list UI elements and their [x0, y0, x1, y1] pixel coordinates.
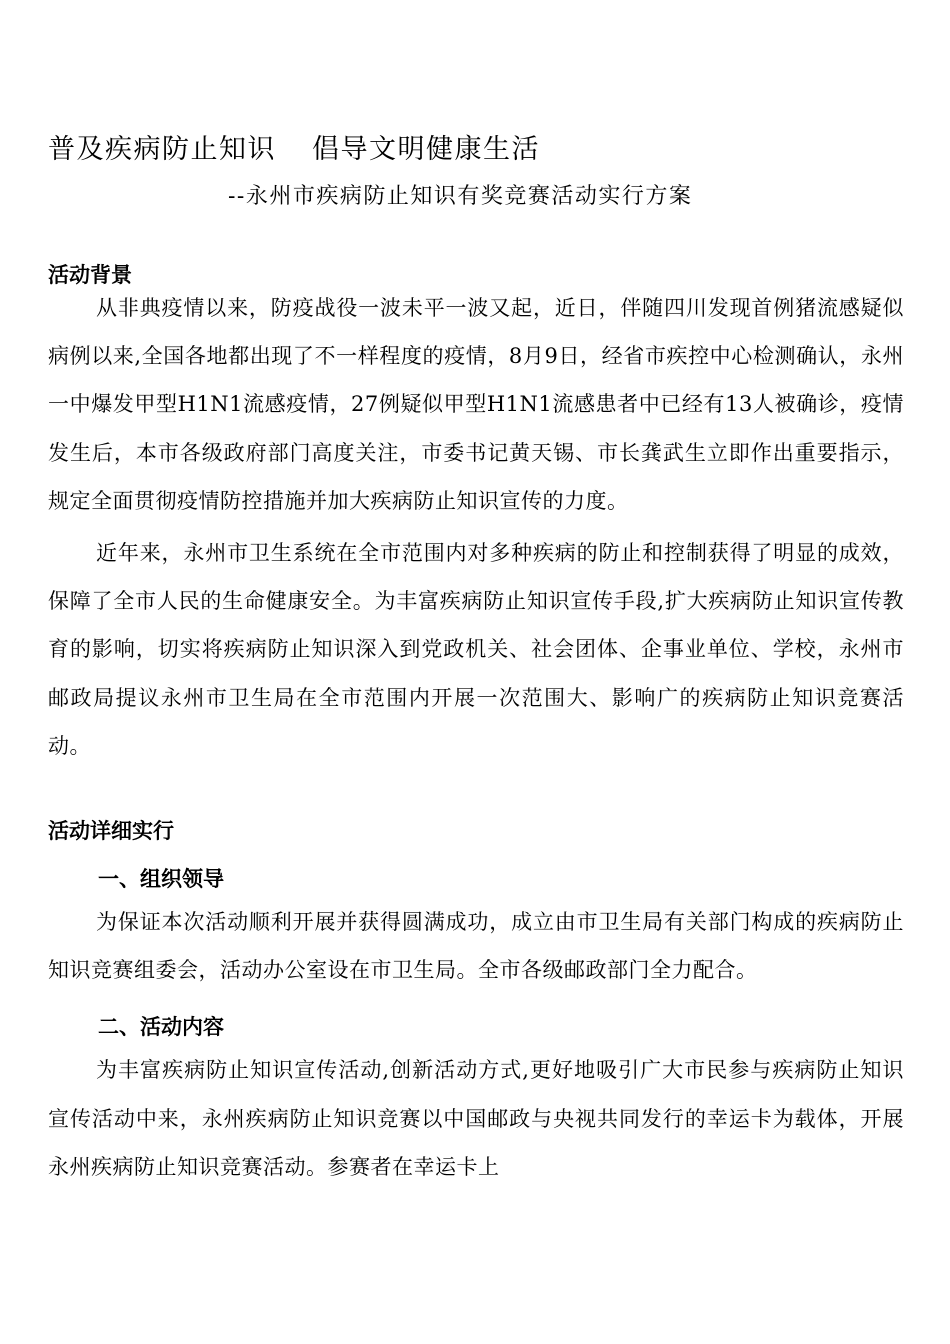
title-part-2: 倡导文明健康生活 [312, 134, 540, 165]
background-paragraph-2: 近年来，永州市卫生系统在全市范围内对多种疾病的防止和控制获得了明显的成效，保障了全市人民的生命健康安全。为丰富疾病防止知识宣传手段,扩大疾病防止知识宣传教育的影响，切实将疾病防止知识深入到党政机关、社会团体、企事业单位、学校，永州市邮政局提议永州市卫生局在全市范围内开展一次范围大、影响广的疾病防止知识竞赛活动。 [48, 541, 904, 758]
background-paragraph-1: 从非典疫情以来，防疫战役一波未平一波又起，近日，伴随四川发现首例猪流感疑似病例以来,全国各地都出现了不一样程度的疫情，8月9日，经省市疾控中心检测确认，永州一中爆发甲型H1N1流感疫情，27例疑似甲型H1N1流感患者中已经有13人被确诊，疫情发生后，本市各级政府部门高度关注，市委书记黄天锡、市长龚武生立即作出重要指示，规定全面贯彻疫情防控措施并加大疾病防止知识宣传的力度。 [48, 296, 904, 513]
sub-heading-content: 二、活动内容 [98, 1015, 224, 1040]
document-subtitle: --永州市疾病防止知识有奖竞赛活动实行方案 [228, 184, 693, 209]
section-heading-implementation: 活动详细实行 [48, 819, 174, 844]
section-heading-background: 活动背景 [48, 263, 132, 287]
title-part-1: 普及疾病防止知识 [48, 134, 276, 165]
organization-paragraph: 为保证本次活动顺利开展并获得圆满成功，成立由市卫生局有关部门构成的疾病防止知识竞赛组委会，活动办公室设在市卫生局。全市各级邮政部门全力配合。 [48, 910, 904, 983]
content-paragraph: 为丰富疾病防止知识宣传活动,创新活动方式,更好地吸引广大市民参与疾病防止知识宣传活动中来，永州疾病防止知识竞赛以中国邮政与央视共同发行的幸运卡为载体，开展永州疾病防止知识竞赛活动。参赛者在幸运卡上 [48, 1058, 904, 1179]
sub-heading-organization: 一、组织领导 [98, 867, 224, 892]
document-title [48, 132, 904, 168]
